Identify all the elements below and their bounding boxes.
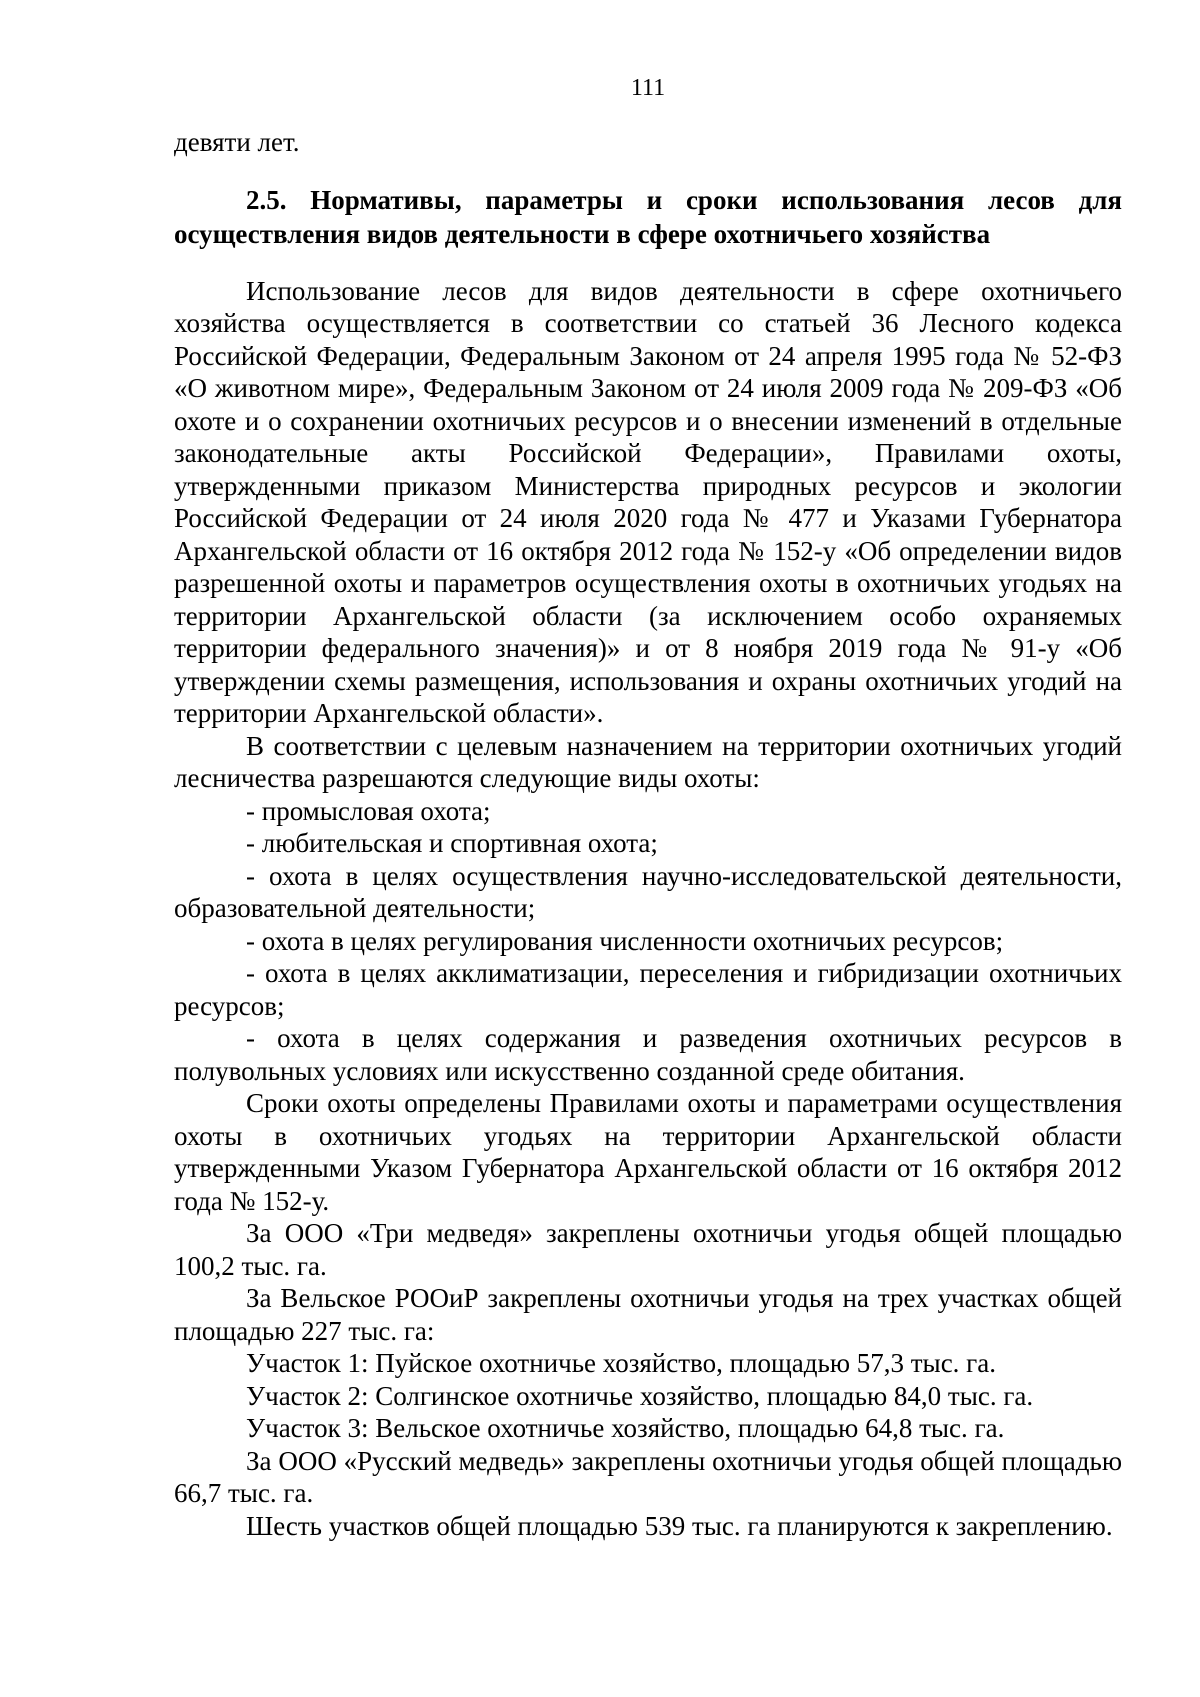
continued-text: девяти лет. bbox=[174, 127, 300, 157]
plot-line: Участок 3: Вельское охотничье хозяйство, площадью 64,8 тыс. га. bbox=[246, 1413, 1005, 1443]
list-item-hunting-type: - охота в целях содержания и разведения охотничьих ресурсов в полувольных условиях или искусственно созданной среде обитания. bbox=[174, 1023, 1122, 1086]
paragraph-legal-basis: Использование лесов для видов деятельности в сфере охотничьего хозяйства осуществляется в соответствии со статьей 36 Лесного кодекса Российской Федерации, Федеральным Законом от 24 апреля 1995 года № 52-ФЗ «О животном мире», Федеральным Законом от 24 июля 2009 года № 209-ФЗ «Об охоте и о сохранении охотничьих ресурсов и о внесении изменений в отдельные законодательные акты Российской Федерации», Правилами охоты, утвержденными приказом Министерства природных ресурсов и экологии Российской Федерации от 24 июля 2020 года № 477 и Указами Губернатора Архангельской области от 16 октября 2012 года № 152-у «Об определении видов разрешенной охоты и параметров осуществления охоты в охотничьих угодьях на территории Архангельской области (за исключением особо охраняемых территории федерального значения)» и от 8 ноября 2019 года № 91-у «Об утверждении схемы размещения, использования и охраны охотничьих угодий на территории Архангельской области». bbox=[174, 275, 1122, 728]
list-item-hunting-type: - охота в целях регулирования численности охотничьих ресурсов; bbox=[246, 925, 1004, 956]
list-item-hunting-type: - любительская и спортивная охота; bbox=[246, 828, 658, 858]
paragraph-three-bears: За ООО «Три медведя» закреплены охотничьи угодья общей площадью 100,2 тыс. га. bbox=[174, 1218, 1122, 1281]
plot-line: Участок 1: Пуйское охотничье хозяйство, площадью 57,3 тыс. га. bbox=[246, 1348, 996, 1378]
document-body bbox=[174, 126, 1122, 1542]
paragraph-hunting-types-intro: В соответствии с целевым назначением на территории охотничьих угодий лесничества разрешаются следующие виды охоты: bbox=[174, 730, 1122, 793]
list-item-hunting-type: - охота в целях акклиматизации, переселения и гибридизации охотничьих ресурсов; bbox=[174, 958, 1122, 1021]
paragraph-hunting-periods: Сроки охоты определены Правилами охоты и параметрами осуществления охоты в охотничьих угодьях на территории Архангельской области утвержденными Указом Губернатора Архангельской области от 16 октября 2012 года № 152-у. bbox=[174, 1088, 1122, 1216]
page-number: 111 bbox=[630, 75, 666, 101]
paragraph-velsk-rooir: За Вельское РООиР закреплены охотничьи угодья на трех участках общей площадью 227 тыс. га: bbox=[174, 1283, 1122, 1346]
section-heading: 2.5. Нормативы, параметры и сроки использования лесов для осуществления видов деятельности в сфере охотничьего хозяйства bbox=[174, 184, 1122, 249]
paragraph-planned-plots: Шесть участков общей площадью 539 тыс. га планируются к закреплению. bbox=[246, 1510, 1113, 1541]
paragraph-russian-bear: За ООО «Русский медведь» закреплены охотничьи угодья общей площадью 66,7 тыс. га. bbox=[174, 1445, 1122, 1508]
plot-line: Участок 2: Солгинское охотничье хозяйство, площадью 84,0 тыс. га. bbox=[246, 1380, 1034, 1411]
list-item-hunting-type: - промысловая охота; bbox=[246, 795, 491, 826]
list-item-hunting-type: - охота в целях осуществления научно-исследовательской деятельности, образовательной деятельности; bbox=[174, 860, 1122, 923]
